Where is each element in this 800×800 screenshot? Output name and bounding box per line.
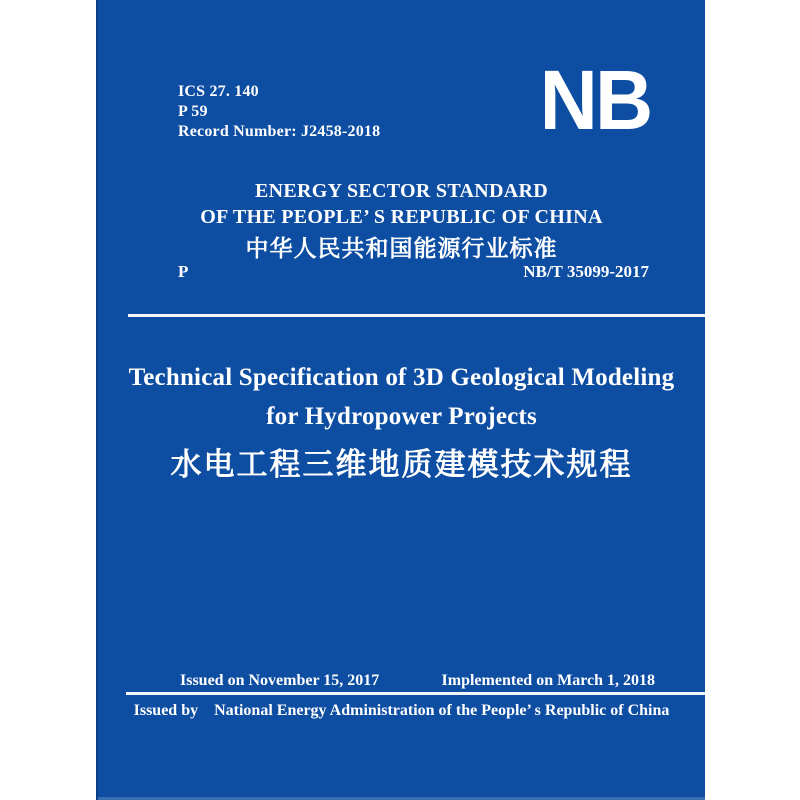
dates-row — [180, 672, 655, 690]
ics-code: ICS 27. 140 — [178, 83, 259, 100]
p-class-code: P 59 — [178, 103, 208, 120]
standard-heading-en-line2: OF THE PEOPLE’ S REPUBLIC OF CHINA — [200, 206, 603, 228]
standard-number: NB/T 35099-2017 — [523, 262, 649, 281]
class-code: P — [178, 262, 189, 281]
nb-logo: NB — [539, 53, 650, 147]
classification-block — [178, 82, 380, 142]
code-row — [178, 262, 649, 282]
title-en-line1: Technical Specification of 3D Geological Modeling — [128, 364, 675, 391]
divider-top — [128, 314, 705, 317]
standard-heading-cn: 中华人民共和国能源行业标准 — [245, 235, 558, 261]
implemented-date: Implemented on March 1, 2018 — [441, 672, 655, 689]
issuer-name: National Energy Administration of the People’ s Republic of China — [214, 702, 670, 719]
standard-cover — [96, 0, 705, 800]
issued-date: Issued on November 15, 2017 — [180, 672, 380, 689]
title-cn: 水电工程三维地质建模技术规程 — [170, 447, 633, 482]
document-title — [98, 358, 705, 485]
title-en-line2: for Hydropower Projects — [266, 403, 537, 430]
standard-heading-en-line1: ENERGY SECTOR STANDARD — [255, 180, 548, 202]
standard-heading — [98, 178, 705, 263]
record-number: Record Number: J2458-2018 — [178, 123, 381, 140]
divider-bottom — [126, 692, 705, 695]
issued-by-label: Issued by — [133, 702, 199, 719]
issuer-row — [98, 702, 705, 720]
